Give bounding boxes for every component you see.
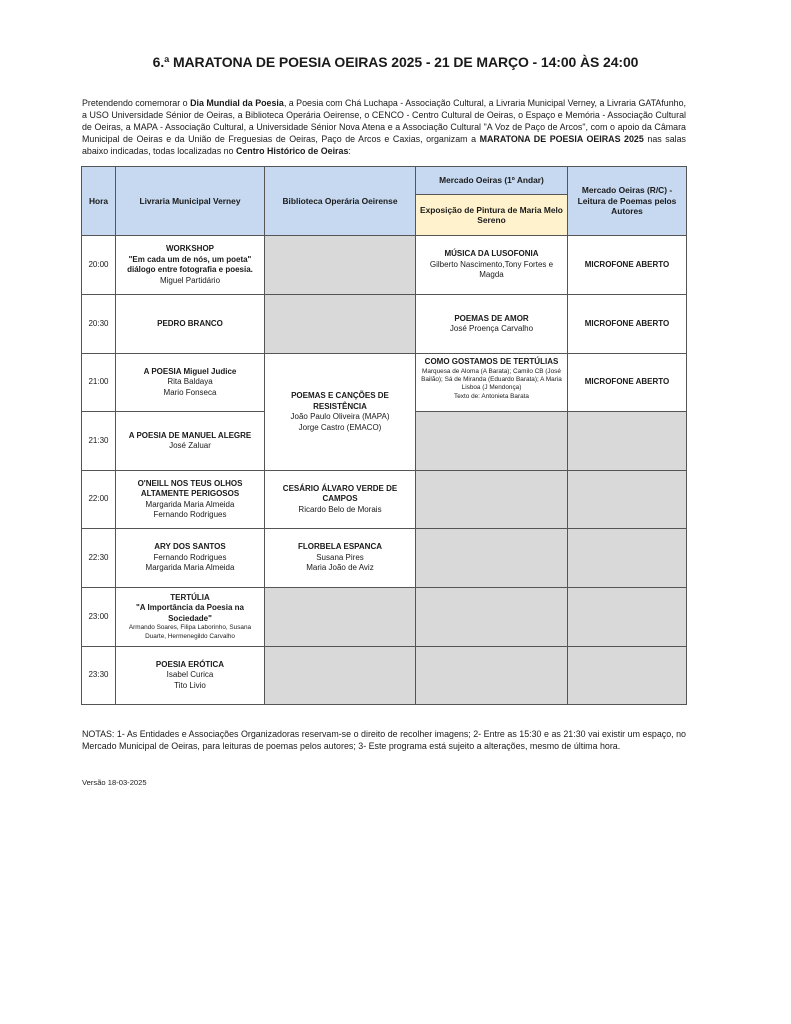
header-hora: Hora: [82, 167, 116, 236]
mercado-rc-cell: MICROFONE ABERTO: [568, 236, 687, 295]
empty-cell: [265, 647, 416, 705]
livraria-cell: A POESIA DE MANUEL ALEGRE José Zaluar: [116, 412, 265, 471]
table-row: [82, 295, 687, 354]
table-row: [82, 529, 687, 588]
table-row: [82, 647, 687, 705]
schedule-table: [81, 166, 687, 705]
biblioteca-cell: FLORBELA ESPANCA Susana Pires Maria João de Aviz: [265, 529, 416, 588]
time-cell: 22:30: [82, 529, 116, 588]
biblioteca-cell: POEMAS E CANÇÕES DE RESISTÊNCIA João Paulo Oliveira (MAPA) Jorge Castro (EMACO): [265, 354, 416, 471]
mercado-cell: MÚSICA DA LUSOFONIA Gilberto Nascimento,Tony Fortes e Magda: [416, 236, 568, 295]
empty-cell: [568, 647, 687, 705]
empty-cell: [265, 236, 416, 295]
page-title: 6.ª MARATONA DE POESIA OEIRAS 2025 - 21 DE MARÇO - 14:00 ÀS 24:00: [152, 54, 639, 70]
version-label: Versão 18-03-2025: [82, 778, 147, 787]
empty-cell: [568, 588, 687, 647]
empty-cell: [416, 588, 568, 647]
biblioteca-cell: CESÁRIO ÁLVARO VERDE DE CAMPOS Ricardo Belo de Morais: [265, 471, 416, 529]
livraria-cell: WORKSHOP "Em cada um de nós, um poeta" diálogo entre fotografia e poesia. Miguel Partidário: [116, 236, 265, 295]
mercado-cell: COMO GOSTAMOS DE TERTÚLIAS Marquesa de Aloma (A Barata); Camilo CB (José Bailão); Sá de Miranda (Eduardo Barata); A Maria Lisboa (J Mendonça) Texto de: Antonieta Barata: [416, 354, 568, 412]
time-cell: 21:00: [82, 354, 116, 412]
notes: NOTAS: 1- As Entidades e Associações Organizadoras reservam-se o direito de recolher imagens; 2- Entre as 15:30 e as 21:30 vai existir um espaço, no Mercado Municipal de Oeiras, para leituras de poemas pelos autores; 3- Este programa está sujeito a alterações, mesmo de última hora.: [82, 729, 686, 751]
mercado-rc-cell: MICROFONE ABERTO: [568, 295, 687, 354]
empty-cell: [416, 471, 568, 529]
empty-cell: [568, 412, 687, 471]
intro-paragraph: Pretendendo comemorar o Dia Mundial da Poesia, a Poesia com Chá Luchapa - Associação Cultural, a Livraria Municipal Verney, a Livraria GATAfunho, a USO Universidade Sénior de Oeiras, a Biblioteca Operária Oeirense, o CENCO - Centro Cultural de Oeiras, o Espaço e Memória - Associação Cultural de Oeiras, a MAPA - Associação Cultural, a Universidade Sénior Nova Atena e a Associação Cultural "A Voz de Paço de Arcos", com o apoio da Câmara Municipal de Oeiras e da União de Freguesias de Oeiras, Paço de Arcos e Caxias, organizam a MARATONA DE POESIA OEIRAS 2025 nas salas abaixo indicadas, todas localizadas no Centro Histórico de Oeiras:: [82, 98, 686, 156]
empty-cell: [416, 647, 568, 705]
time-cell: 20:00: [82, 236, 116, 295]
time-cell: 23:00: [82, 588, 116, 647]
livraria-cell: POESIA ERÓTICA Isabel Curica Tito Livio: [116, 647, 265, 705]
livraria-cell: PEDRO BRANCO: [116, 295, 265, 354]
empty-cell: [265, 588, 416, 647]
table-row: [82, 236, 687, 295]
livraria-cell: O'NEILL NOS TEUS OLHOS ALTAMENTE PERIGOSOS Margarida Maria Almeida Fernando Rodrigues: [116, 471, 265, 529]
header-livraria: Livraria Municipal Verney: [116, 167, 265, 236]
table-row: [82, 588, 687, 647]
empty-cell: [416, 412, 568, 471]
empty-cell: [265, 295, 416, 354]
header-biblioteca: Biblioteca Operária Oeirense: [265, 167, 416, 236]
header-exposicao: Exposição de Pintura de Maria Melo Sereno: [416, 195, 568, 236]
time-cell: 20:30: [82, 295, 116, 354]
table-row: [82, 354, 687, 412]
header-mercado-rc: Mercado Oeiras (R/C) - Leitura de Poemas pelos Autores: [568, 167, 687, 236]
time-cell: 23:30: [82, 647, 116, 705]
livraria-cell: A POESIA Miguel Judice Rita Baldaya Mario Fonseca: [116, 354, 265, 412]
livraria-cell: TERTÚLIA "A Importância da Poesia na Sociedade" Armando Soares, Filipa Laborinho, Susana Duarte, Hermenegildo Carvalho: [116, 588, 265, 647]
mercado-cell: POEMAS DE AMOR José Proença Carvalho: [416, 295, 568, 354]
table-row: [82, 471, 687, 529]
time-cell: 22:00: [82, 471, 116, 529]
livraria-cell: ARY DOS SANTOS Fernando Rodrigues Margarida Maria Almeida: [116, 529, 265, 588]
time-cell: 21:30: [82, 412, 116, 471]
empty-cell: [568, 529, 687, 588]
empty-cell: [416, 529, 568, 588]
mercado-rc-cell: MICROFONE ABERTO: [568, 354, 687, 412]
empty-cell: [568, 471, 687, 529]
header-mercado-1-andar: Mercado Oeiras (1º Andar): [416, 167, 568, 195]
